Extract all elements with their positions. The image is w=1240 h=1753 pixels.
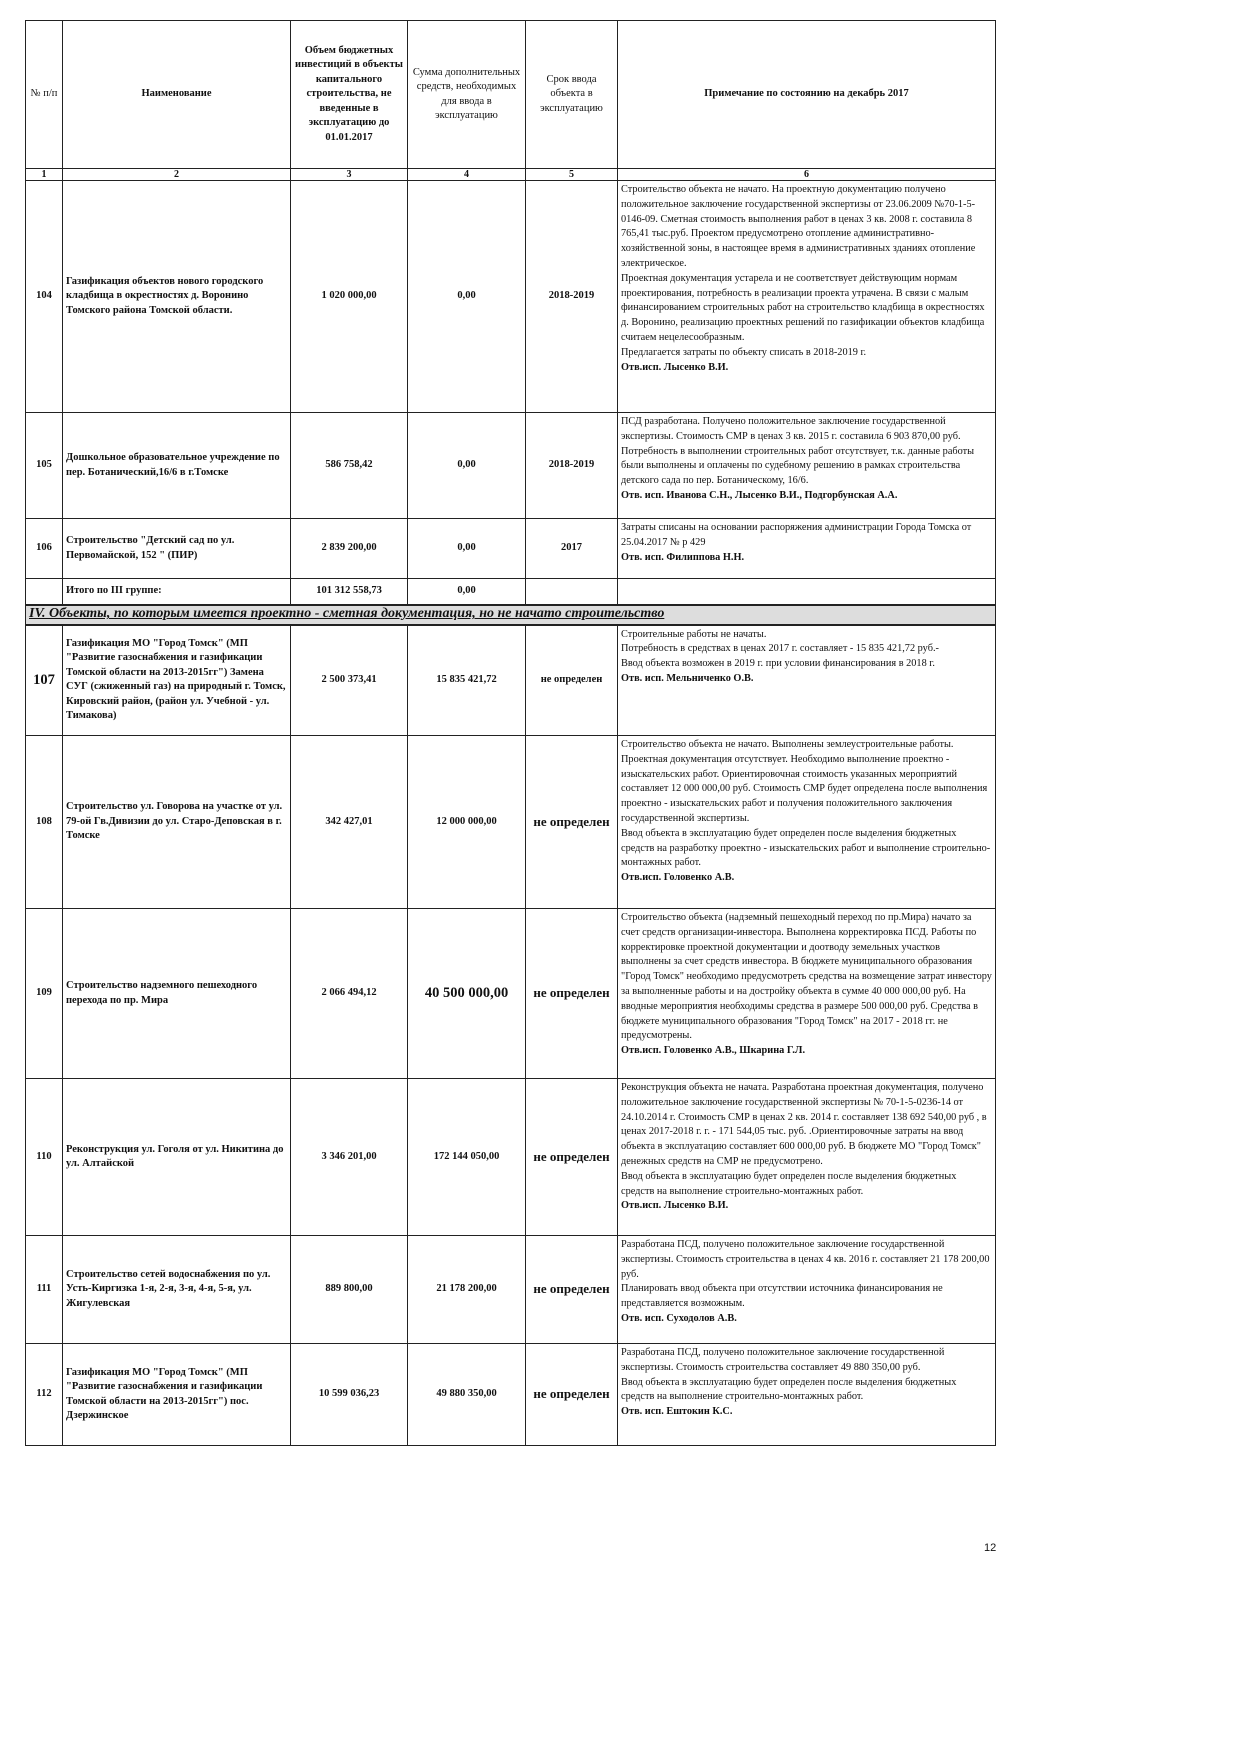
note-text: Разработана ПСД, получено положительное заключение государственной экспертизы. Стоимость строительства составляет 49 880 350,00 руб. Ввод объекта в эксплуатацию будет определен после выделения бюджетных средств на выполнение строительно-монтажных работ. <box>621 1347 957 1403</box>
note-text: Строительство объекта (надземный пешеходный переход по пр.Мира) начато за счет средств организации-инвестора. Выполнена корректировка ПСД. Работы по корректировке проектной документации и доотводу земельных участков выполнены за счет средств инвестора. В бюджете муниципального образования "Город Томск" необходимо предусмотреть средства на возмещение затрат инвестору за выполненные работы и на достройку объекта в сумме 40 000 000,00 руб. На вводные мероприятия необходимы средства в размере 500 000,00 руб. Средства в бюджете муниципального образования "Город Томск" на 2017 - 2018 гг. не предусмотрены. <box>621 912 992 1042</box>
object-name: Газификация МО "Город Томск" (МП "Развитие газоснабжения и газификации Томской области на 2013-2015гг") пос. Дзержинское <box>63 1344 291 1446</box>
commission-term: 2018-2019 <box>526 181 618 413</box>
commission-term: не определен <box>526 1344 618 1446</box>
col-number: 4 <box>408 169 526 181</box>
row-number: 104 <box>26 181 63 413</box>
extra-amount: 0,00 <box>408 519 526 579</box>
table-row <box>26 1079 996 1236</box>
responsible-person: Отв.исп. Лысенко В.И. <box>621 1200 729 1212</box>
note-cell <box>618 519 996 579</box>
responsible-person: Отв. исп. Иванова С.Н., Лысенко В.И., Подгорбунская А.А. <box>621 489 898 501</box>
table-row <box>26 736 996 909</box>
object-name: Строительство сетей водоснабжения по ул. Усть-Киргизка 1-я, 2-я, 3-я, 4-я, 5-я, ул. Жигулевская <box>63 1236 291 1344</box>
row-number: 107 <box>26 625 63 736</box>
header-invest: Объем бюджетных инвестиций в объекты капитального строительства, не введенные в эксплуатацию до 01.01.2017 <box>291 21 408 169</box>
col-number: 1 <box>26 169 63 181</box>
group-3-rows <box>26 181 996 579</box>
extra-amount: 12 000 000,00 <box>408 736 526 909</box>
col-number: 5 <box>526 169 618 181</box>
note-text: ПСД разработана. Получено положительное заключение государственной экспертизы. Стоимость СМР в ценах 3 кв. 2015 г. составила 6 903 870,00 руб. Потребность в выполнении строительных работ отсутствует, т.к. данные работы были выполнены и оплачены по судебному решению в рамках строительства детского сада по пер. Ботаническому, 16/6. <box>621 416 975 487</box>
invest-amount: 889 800,00 <box>291 1236 408 1344</box>
note-text: Строительные работы не начаты. Потребность в средствах в ценах 2017 г. составляет - 15 835 421,72 руб.- Ввод объекта возможен в 2019 г. при условии финансирования в 2018 г. <box>621 628 939 670</box>
note-text: Строительство объекта не начато. Выполнены землеустроительные работы. Проектная документация отсутствует. Необходимо выполнение проектно - изыскательских работ. Ориентировочная стоимость указанных мероприятий составляет 12 000 000,00 руб. Стоимость СМР будет определена после выполнения проектно - изыскательских работ и получения положительного заключения государственной экспертизы. Ввод объекта в эксплуатацию будет определен после выделения бюджетных средств на разработку проектно - изыскательских работ и выполнение строительно-монтажных работ. <box>621 739 991 869</box>
note-text: Разработана ПСД, получено положительное заключение государственной экспертизы. Стоимость строительства в ценах 4 кв. 2016 г. составляет 21 178 200,00 руб. Планировать ввод объекта при отсутствии источника финансирования не представляется возможным. <box>621 1239 990 1310</box>
note-cell <box>618 625 996 736</box>
col-number: 2 <box>63 169 291 181</box>
note-cell <box>618 736 996 909</box>
responsible-person: Отв. исп. Филиппова Н.Н. <box>621 551 745 563</box>
responsible-person: Отв.исп. Лысенко В.И. <box>621 361 729 373</box>
invest-amount: 10 599 036,23 <box>291 1344 408 1446</box>
extra-amount: 15 835 421,72 <box>408 625 526 736</box>
note-cell <box>618 1236 996 1344</box>
commission-term: не определен <box>526 625 618 736</box>
header-num: № п/п <box>26 21 63 169</box>
note-text: Реконструкция объекта не начата. Разработана проектная документация, получено положительное заключение государственной экспертизы № 70-1-5-0236-14 от 24.10.2014 г. Стоимость СМР в ценах 2 кв. 2014 г. составляет 138 692 540,00 руб , в ценах 2017-2018 г. г. - 171 544,05 тыс. руб. .Ориентировочные затраты на ввод объекта в эксплуатацию составляет 600 000,00 руб. В бюджете МО "Город Томск" денежных средств на СМР не предусмотрено. Ввод объекта в эксплуатацию будет определен после выделения бюджетных средств на выполнение строительно-монтажных работ. <box>621 1082 987 1197</box>
header-note: Примечание по состоянию на декабрь 2017 <box>618 21 996 169</box>
commission-term: не определен <box>526 909 618 1079</box>
responsible-person: Отв.исп. Головенко А.В. <box>621 872 735 884</box>
col-number: 6 <box>618 169 996 181</box>
row-number: 108 <box>26 736 63 909</box>
commission-term: не определен <box>526 1079 618 1236</box>
invest-amount: 586 758,42 <box>291 413 408 519</box>
header-term: Срок ввода объекта в эксплуатацию <box>526 21 618 169</box>
note-text: Затраты списаны на основании распоряжения администрации Города Томска от 25.04.2017 № р 429 <box>621 522 972 548</box>
row-number: 112 <box>26 1344 63 1446</box>
total-extra: 0,00 <box>408 579 526 605</box>
table-row <box>26 413 996 519</box>
row-number: 111 <box>26 1236 63 1344</box>
header-row <box>26 21 996 169</box>
col-number: 3 <box>291 169 408 181</box>
invest-amount: 1 020 000,00 <box>291 181 408 413</box>
invest-amount: 2 839 200,00 <box>291 519 408 579</box>
note-cell <box>618 1079 996 1236</box>
table-row <box>26 1344 996 1446</box>
total-row <box>26 579 996 605</box>
extra-amount: 0,00 <box>408 413 526 519</box>
row-number: 105 <box>26 413 63 519</box>
invest-amount: 3 346 201,00 <box>291 1079 408 1236</box>
extra-amount: 49 880 350,00 <box>408 1344 526 1446</box>
row-number: 110 <box>26 1079 63 1236</box>
section-title: IV. Объекты, по которым имеется проектно - сметная документация, но не начато строительство <box>26 605 996 625</box>
note-cell <box>618 909 996 1079</box>
extra-amount: 21 178 200,00 <box>408 1236 526 1344</box>
invest-amount: 342 427,01 <box>291 736 408 909</box>
commission-term: 2017 <box>526 519 618 579</box>
object-name: Газификация объектов нового городского кладбища в окрестностях д. Воронино Томского района Томской области. <box>63 181 291 413</box>
invest-amount: 2 500 373,41 <box>291 625 408 736</box>
extra-amount: 0,00 <box>408 181 526 413</box>
object-name: Строительство ул. Говорова на участке от ул. 79-ой Гв.Дивизии до ул. Старо-Деповская в г. Томске <box>63 736 291 909</box>
table-row <box>26 1236 996 1344</box>
table-row <box>26 625 996 736</box>
header-name: Наименование <box>63 21 291 169</box>
group-4-rows <box>26 625 996 1446</box>
object-name: Дошкольное образовательное учреждение по пер. Ботанический,16/6 в г.Томске <box>63 413 291 519</box>
total-invest: 101 312 558,73 <box>291 579 408 605</box>
row-number: 106 <box>26 519 63 579</box>
note-text: Строительство объекта не начато. На проектную документацию получено положительное заключение государственной экспертизы от 23.06.2009 №70-1-5-0146-09. Сметная стоимость выполнения работ в ценах 3 кв. 2008 г. составила 8 765,41 тыс.руб. Проектом предусмотрено отопление административно-хозяйственной зоны, в настоящее время в административных зданиях отопление электрическое. Проектная документация устарела и не соответствует действующим нормам проектирования, потребность в реализации проекта утрачена. В связи с малым финансированием строительных работ на строительство кладбища в окрестностях д. Воронино, реализацию проектных решений по газификации объектов кладбища считаем нецелесообразным. Предлагается затраты по объекту списать в 2018-2019 г. <box>621 184 985 358</box>
invest-amount: 2 066 494,12 <box>291 909 408 1079</box>
object-name: Строительство надземного пешеходного перехода по пр. Мира <box>63 909 291 1079</box>
commission-term: не определен <box>526 736 618 909</box>
responsible-person: Отв.исп. Головенко А.В., Шкарина Г.Л. <box>621 1045 806 1057</box>
note-cell <box>618 413 996 519</box>
responsible-person: Отв. исп. Суходолов А.В. <box>621 1312 737 1324</box>
responsible-person: Отв. исп. Мельниченко О.В. <box>621 672 754 684</box>
extra-amount: 40 500 000,00 <box>408 909 526 1079</box>
section-row <box>26 605 996 625</box>
object-name: Строительство "Детский сад по ул. Первомайской, 152 " (ПИР) <box>63 519 291 579</box>
object-name: Газификация МО "Город Томск" (МП "Развитие газоснабжения и газификации Томской области на 2013-2015гг") Замена СУГ (сжиженный газ) на природный г. Томск, Кировский район, (район ул. Учебной - ул. Тимакова) <box>63 625 291 736</box>
note-cell <box>618 1344 996 1446</box>
row-number: 109 <box>26 909 63 1079</box>
extra-amount: 172 144 050,00 <box>408 1079 526 1236</box>
total-label: Итого по III группе: <box>63 579 291 605</box>
table-row <box>26 519 996 579</box>
object-name: Реконструкция ул. Гоголя от ул. Никитина до ул. Алтайской <box>63 1079 291 1236</box>
table-row <box>26 181 996 413</box>
header-extra: Сумма дополнительных средств, необходимых для ввода в эксплуатацию <box>408 21 526 169</box>
column-number-row <box>26 169 996 181</box>
table-row <box>26 909 996 1079</box>
page-number: 12 <box>984 1542 997 1554</box>
commission-term: 2018-2019 <box>526 413 618 519</box>
responsible-person: Отв. исп. Ештокин К.С. <box>621 1406 733 1418</box>
note-cell <box>618 181 996 413</box>
commission-term: не определен <box>526 1236 618 1344</box>
investment-table <box>25 20 996 1446</box>
